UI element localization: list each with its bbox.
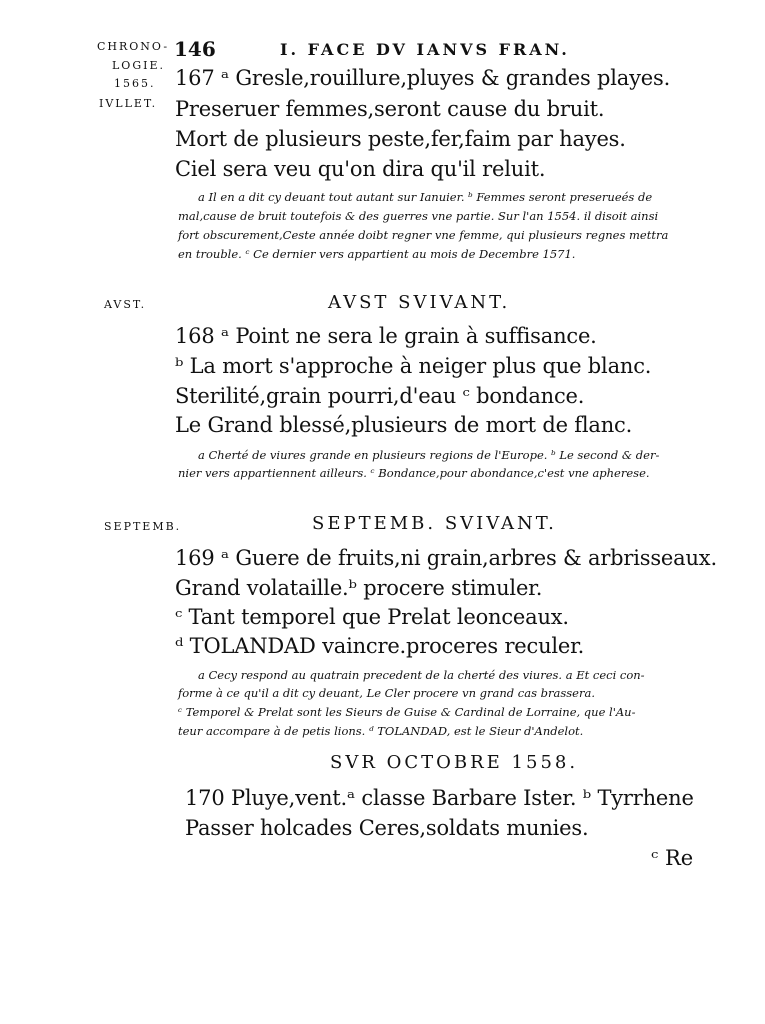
verse-167-line-4: Ciel sera veu qu'on dira qu'il reluit. [175,157,546,181]
margin-note-septemb: SEPTEMB. [104,520,182,533]
verse-170-line-2: Passer holcades Ceres,soldats munies. [185,816,589,840]
note-169-line-4: teur accompare à de petis lions. ᵈ TOLANDAD, est le Sieur d'Andelot. [178,724,584,738]
verse-167-line-3: Mort de plusieurs peste,fer,faim par hayes. [175,127,626,151]
note-167-line-2: mal,cause de bruit toutefois & des guerres vne partie. Sur l'an 1554. il disoit ainsi [178,209,659,223]
margin-note-iullet: IVLLET. [99,97,158,110]
note-169-line-1: a Cecy respond au quatrain precedent de la cherté des viures. a Et ceci con- [198,668,645,682]
note-167-line-1: a Il en a dit cy deuant tout autant sur Ianuier. ᵇ Femmes seront preserueés de [198,190,653,204]
verse-168-line-2: ᵇ La mort s'approche à neiger plus que blanc. [175,354,652,378]
verse-168-line-1: 168 ᵃ Point ne sera le grain à suffisance. [175,324,597,348]
verse-167-line-1: 167 ᵃ Gresle,rouillure,pluyes & grandes playes. [175,66,671,90]
verse-169-line-2: Grand volataille.ᵇ procere stimuler. [175,576,543,600]
note-167-line-4: en trouble. ᶜ Ce dernier vers appartient au mois de Decembre 1571. [178,247,576,261]
verse-167-line-2: Preseruer femmes,seront cause du bruit. [175,97,605,121]
verse-169-line-4: ᵈ TOLANDAD vaincre.proceres reculer. [175,634,585,658]
verse-168-line-3: Sterilité,grain pourri,d'eau ᶜ bondance. [175,384,585,408]
verse-170-line-1: 170 Pluye,vent.ᵃ classe Barbare Ister. ᵇ Tyrrhene [185,786,694,810]
margin-note-year: 1565. [114,77,156,90]
heading-september: SEPTEMB. SVIVANT. [312,513,557,534]
heading-october: SVR OCTOBRE 1558. [330,752,579,773]
page-number: 146 [174,37,216,61]
note-168-line-2: nier vers appartiennent ailleurs. ᶜ Bondance,pour abondance,c'est vne apherese. [178,466,650,480]
running-title: I. FACE DV IANVS FRAN. [280,40,570,59]
catchword: ᶜ Re [651,846,694,870]
verse-169-line-1: 169 ᵃ Guere de fruits,ni grain,arbres & arbrisseaux. [175,546,717,570]
note-169-line-3: ᶜ Temporel & Prelat sont les Sieurs de Guise & Cardinal de Lorraine, que l'Au- [178,705,636,719]
note-168-line-1: a Cherté de viures grande en plusieurs regions de l'Europe. ᵇ Le second & der- [198,448,660,462]
note-167-line-3: fort obscurement,Ceste année doibt regner vne femme, qui plusieurs regnes mettra [178,228,669,242]
heading-august: AVST SVIVANT. [328,292,511,313]
margin-note-logie: LOGIE. [112,59,165,72]
margin-note-avst: AVST. [104,298,147,311]
verse-169-line-3: ᶜ Tant temporel que Prelat leonceaux. [175,605,569,629]
note-169-line-2: forme à ce qu'il a dit cy deuant, Le Cler procere vn grand cas brassera. [178,686,595,700]
margin-note-chronologie: CHRONO- [97,40,170,53]
verse-168-line-4: Le Grand blessé,plusieurs de mort de flanc. [175,413,633,437]
